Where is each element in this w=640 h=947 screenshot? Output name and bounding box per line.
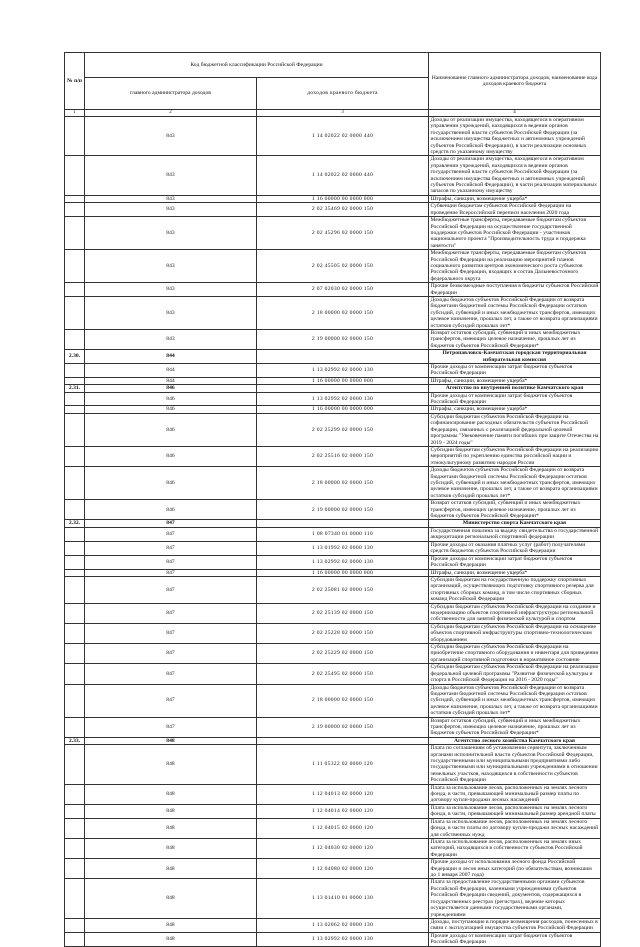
col-revenue-header: доходов краевого бюджета xyxy=(257,78,429,110)
revenue-code: 2 02 45505 02 0000 150 xyxy=(257,250,429,283)
revenue-code: 2 18 00000 02 0000 150 xyxy=(257,296,429,329)
admin-code: 848 xyxy=(85,859,257,879)
revenue-name: Прочие безвозмездные поступления в бюджеты субъектов Российской Федерации xyxy=(429,283,601,297)
row-number xyxy=(65,804,85,818)
revenue-name: Плата за использование лесов, расположенных на землях лесного фонда, в части, превышающей минимальный размер платы по договору купли-продажи лесных насаждений xyxy=(429,784,601,804)
row-number xyxy=(65,839,85,859)
revenue-code xyxy=(257,737,429,744)
table-row xyxy=(65,603,601,623)
admin-code: 844 xyxy=(85,364,257,378)
revenue-name: Плата за использование лесов, расположенных на землях лесного фонда, в части платы по договору купли-продажи лесных насаждений для собственных нужд xyxy=(429,818,601,838)
revenue-code: 1 16 00000 00 0000 000 xyxy=(257,377,429,384)
col-number-header: № п/п xyxy=(65,53,85,110)
table-row xyxy=(65,555,601,569)
admin-code: 843 xyxy=(85,195,257,202)
revenue-code: 1 12 04080 02 0000 120 xyxy=(257,859,429,879)
admin-code: 846 xyxy=(85,413,257,446)
revenue-code: 2 02 25081 02 0000 150 xyxy=(257,577,429,604)
col-number-index: 3 xyxy=(257,110,429,117)
table-row xyxy=(65,664,601,684)
revenue-table xyxy=(64,52,601,947)
revenue-name: Субсидии бюджетам на государственную поддержку спортивных организаций, осуществляющих подготовку спортивного резерва для спортивных сборных команд, в том числе спортивных сборных команд Российской Федерации xyxy=(429,577,601,604)
row-number xyxy=(65,932,85,946)
revenue-name: Штрафы, санкции, возмещение ущерба* xyxy=(429,377,601,384)
admin-code: 847 xyxy=(85,555,257,569)
revenue-name: Субсидии бюджетам субъектов Российской Федерации на оснащение объектов спортивной инфраструктуры спортивно-технологическим оборудованием xyxy=(429,623,601,643)
revenue-name: Прочие доходы от оказания платных услуг (работ) получателями средств бюджетов субъектов Российской Федерации xyxy=(429,541,601,555)
row-number xyxy=(65,203,85,217)
table-row xyxy=(65,377,601,384)
row-number xyxy=(65,577,85,604)
admin-code: 847 xyxy=(85,664,257,684)
revenue-code: 2 19 00000 02 0000 150 xyxy=(257,717,429,737)
row-number xyxy=(65,117,85,156)
row-number xyxy=(65,684,85,717)
revenue-code: 2 19 00000 02 0000 150 xyxy=(257,330,429,350)
admin-code: 847 xyxy=(85,577,257,604)
revenue-code: 1 13 02992 02 0000 130 xyxy=(257,392,429,406)
admin-code: 848 xyxy=(85,737,257,744)
admin-code: 843 xyxy=(85,217,257,250)
col-code-group-header: Код бюджетной классификации Российской Федерации xyxy=(85,53,429,78)
revenue-name: Доходы от реализации имущества, находящегося в оперативном управлении учреждений, находящихся в ведении органов государственной власти субъектов Российской Федерации (за исключением имущества бюджетных и автономных учреждений субъектов Российской Федерации), в части реализации материальных запасов по указанному имуществу xyxy=(429,156,601,195)
admin-code: 843 xyxy=(85,203,257,217)
revenue-code: 2 02 25495 02 0000 150 xyxy=(257,664,429,684)
table-row xyxy=(65,818,601,838)
row-number xyxy=(65,406,85,413)
table-row xyxy=(65,745,601,784)
table-row xyxy=(65,644,601,664)
admin-code: 847 xyxy=(85,541,257,555)
revenue-name: Прочие доходы от компенсации затрат бюджетов субъектов Российской Федерации xyxy=(429,392,601,406)
table-row xyxy=(65,839,601,859)
row-number xyxy=(65,195,85,202)
row-number xyxy=(65,818,85,838)
revenue-code: 1 12 04015 02 0000 120 xyxy=(257,818,429,838)
revenue-code: 2 02 25516 02 0000 150 xyxy=(257,446,429,466)
row-number: 2.32. xyxy=(65,520,85,527)
table-row xyxy=(65,364,601,378)
table-row xyxy=(65,406,601,413)
table-row xyxy=(65,217,601,250)
admin-code: 847 xyxy=(85,603,257,623)
row-number xyxy=(65,569,85,576)
revenue-code: 1 12 04013 02 0000 120 xyxy=(257,784,429,804)
revenue-name: Доходы бюджетов субъектов Российской Федерации от возврата бюджетами бюджетной системы Российской Федерации остатков субсидий, субвенций и иных межбюджетных трансфертов, имеющих целевое назначение, прошлых лет, а также от возврата организациями остатков субсидий прошлых лет* xyxy=(429,684,601,717)
admin-code: 847 xyxy=(85,520,257,527)
revenue-code xyxy=(257,385,429,392)
row-number xyxy=(65,879,85,918)
revenue-code: 1 13 01992 02 0000 130 xyxy=(257,541,429,555)
admin-code: 847 xyxy=(85,527,257,541)
row-number xyxy=(65,603,85,623)
admin-code: 847 xyxy=(85,644,257,664)
document-page xyxy=(64,52,601,947)
revenue-code: 2 02 25228 02 0000 150 xyxy=(257,623,429,643)
revenue-name: Доходы бюджетов субъектов Российской Федерации от возврата бюджетами бюджетной системы Российской Федерации остатков субсидий, субвенций и иных межбюджетных трансфертов, имеющих целевое назначение, прошлых лет, а также от возврата организациями остатков субсидий прошлых лет* xyxy=(429,467,601,500)
table-row xyxy=(65,500,601,520)
admin-code: 843 xyxy=(85,250,257,283)
row-number xyxy=(65,745,85,784)
revenue-name: Субсидии бюджетам субъектов Российской Федерации на создание и модернизацию объектов спортивной инфраструктуры региональной собственности для занятий физической культурой и спортом xyxy=(429,603,601,623)
row-number: 2.33. xyxy=(65,737,85,744)
revenue-name: Штрафы, санкции, возмещение ущерба* xyxy=(429,406,601,413)
revenue-name: Агентство по внутренней политике Камчатского края xyxy=(429,385,601,392)
row-number xyxy=(65,541,85,555)
revenue-code: 1 08 07340 01 0000 110 xyxy=(257,527,429,541)
revenue-name: Прочие доходы от компенсации затрат бюджетов субъектов Российской Федерации xyxy=(429,364,601,378)
revenue-name: Доходы, поступающие в порядке возмещения расходов, понесенных в связи с эксплуатацией имущества субъектов Российской Федерации xyxy=(429,918,601,932)
row-number xyxy=(65,377,85,384)
table-row xyxy=(65,541,601,555)
admin-code: 843 xyxy=(85,330,257,350)
table-row xyxy=(65,879,601,918)
row-number xyxy=(65,623,85,643)
admin-code: 848 xyxy=(85,839,257,859)
table-row xyxy=(65,804,601,818)
revenue-code: 1 16 00000 00 0000 000 xyxy=(257,195,429,202)
revenue-name: Государственная пошлина за выдачу свидетельства о государственной аккредитации региональной спортивной федерации xyxy=(429,527,601,541)
table-row xyxy=(65,296,601,329)
section-row xyxy=(65,350,601,364)
row-number xyxy=(65,217,85,250)
col-name-header: Наименование главного администратора доходов, наименование кода доходов краевого бюджета xyxy=(429,53,601,110)
revenue-code: 1 12 04030 02 0000 120 xyxy=(257,839,429,859)
col-number-index: 2 xyxy=(85,110,257,117)
admin-code: 846 xyxy=(85,500,257,520)
revenue-name: Петропавловск-Камчатская городская территориальная избирательная комиссия xyxy=(429,350,601,364)
revenue-name: Штрафы, санкции, возмещение ущерба* xyxy=(429,569,601,576)
revenue-code: 1 16 00000 00 0000 000 xyxy=(257,569,429,576)
admin-code: 846 xyxy=(85,406,257,413)
revenue-code: 1 13 02992 02 0000 130 xyxy=(257,364,429,378)
revenue-code: 1 13 01410 01 0000 130 xyxy=(257,879,429,918)
table-row xyxy=(65,527,601,541)
admin-code: 844 xyxy=(85,350,257,364)
revenue-code: 2 18 00000 02 0000 150 xyxy=(257,467,429,500)
revenue-name: Возврат остатков субсидий, субвенций и иных межбюджетных трансфертов, имеющих целевое назначение, прошлых лет из бюджетов субъектов Российской Федерации* xyxy=(429,717,601,737)
revenue-name: Прочие доходы от использования лесного фонда Российской Федерации и лесов иных категорий (по обязательствам, возникшим до 1 января 2007 года) xyxy=(429,859,601,879)
table-row xyxy=(65,859,601,879)
revenue-code: 1 13 02992 02 0000 130 xyxy=(257,932,429,946)
revenue-code: 2 02 25229 02 0000 150 xyxy=(257,644,429,664)
revenue-name: Плата за использование лесов, расположенных на землях иных категорий, находящихся в собственности субъектов Российской Федерации xyxy=(429,839,601,859)
row-number: 2.30. xyxy=(65,350,85,364)
admin-code: 846 xyxy=(85,467,257,500)
table-row xyxy=(65,195,601,202)
admin-code: 848 xyxy=(85,784,257,804)
revenue-name: Межбюджетные трансферты, передаваемые бюджетам субъектов Российской Федерации на осуществление государственной поддержки субъектов Российской Федерации - участников национального проекта "Производительность труда и поддержка занятости" xyxy=(429,217,601,250)
revenue-name: Плата за предоставление государственными органами субъектов Российской Федерации, казенными учреждениями субъектов Российской Федерации сведений, документов, содержащихся в государственных реестрах (регистрах), ведение которых осуществляется данными государственными органами, учреждениями xyxy=(429,879,601,918)
table-row xyxy=(65,569,601,576)
table-row xyxy=(65,330,601,350)
col-number-index: 1 xyxy=(65,110,85,117)
row-number xyxy=(65,413,85,446)
table-row xyxy=(65,392,601,406)
row-number xyxy=(65,446,85,466)
revenue-code: 1 14 02022 02 0000 440 xyxy=(257,117,429,156)
row-number xyxy=(65,330,85,350)
section-row xyxy=(65,520,601,527)
revenue-name: Плата за использование лесов, расположенных на землях лесного фонда, в части, превышающей минимальный размер арендной платы xyxy=(429,804,601,818)
admin-code: 847 xyxy=(85,623,257,643)
row-number xyxy=(65,644,85,664)
table-row xyxy=(65,784,601,804)
admin-code: 847 xyxy=(85,569,257,576)
admin-code: 843 xyxy=(85,117,257,156)
row-number xyxy=(65,392,85,406)
row-number xyxy=(65,859,85,879)
table-row xyxy=(65,413,601,446)
admin-code: 848 xyxy=(85,918,257,932)
table-row xyxy=(65,467,601,500)
admin-code: 847 xyxy=(85,717,257,737)
col-number-index: 4 xyxy=(429,110,601,117)
admin-code: 846 xyxy=(85,385,257,392)
revenue-code xyxy=(257,350,429,364)
row-number xyxy=(65,156,85,195)
admin-code: 848 xyxy=(85,818,257,838)
revenue-code: 1 13 02062 02 0000 130 xyxy=(257,918,429,932)
row-number xyxy=(65,664,85,684)
section-row xyxy=(65,737,601,744)
revenue-code: 1 14 02022 02 0000 440 xyxy=(257,156,429,195)
table-row xyxy=(65,623,601,643)
revenue-name: Возврат остатков субсидий, субвенций и иных межбюджетных трансфертов, имеющих целевое назначение, прошлых лет из бюджетов субъектов Российской Федерации* xyxy=(429,500,601,520)
revenue-code: 2 19 00000 02 0000 150 xyxy=(257,500,429,520)
revenue-code xyxy=(257,520,429,527)
table-row xyxy=(65,250,601,283)
table-row xyxy=(65,117,601,156)
table-row xyxy=(65,156,601,195)
revenue-name: Межбюджетные трансферты, передаваемые бюджетам субъектов Российской Федерации на реализацию мероприятий планов социального развития центров экономического роста субъектов Российской Федерации, входящих в состав Дальневосточного федерального округа xyxy=(429,250,601,283)
row-number xyxy=(65,555,85,569)
revenue-name: Субсидии бюджетам субъектов Российской Федерации на приобретение спортивного оборудования и инвентаря для приведения организаций спортивной подготовки в нормативное состояние xyxy=(429,644,601,664)
revenue-name: Субвенции бюджетам субъектов Российской Федерации на проведение Всероссийской переписи населения 2020 года xyxy=(429,203,601,217)
revenue-code: 2 02 45296 02 0000 150 xyxy=(257,217,429,250)
revenue-name: Прочие доходы от компенсации затрат бюджетов субъектов Российской Федерации xyxy=(429,555,601,569)
revenue-name: Доходы от реализации имущества, находящегося в оперативном управлении учреждений, находящихся в ведении органов государственной власти субъектов Российской Федерации (за исключением имущества бюджетных и автономных учреждений субъектов Российской Федерации), в части реализации основных средств по указанному имуществу xyxy=(429,117,601,156)
table-row xyxy=(65,283,601,297)
admin-code: 846 xyxy=(85,446,257,466)
admin-code: 848 xyxy=(85,879,257,918)
revenue-name: Субсидии бюджетам субъектов Российской Федерации на софинансирование расходных обязательств субъектов Российской Федерации, связанных с реализацией федеральной целевой программы "Увековечение памяти погибших при защите Отечества на 2019 - 2024 годы" xyxy=(429,413,601,446)
table-row xyxy=(65,577,601,604)
row-number xyxy=(65,296,85,329)
table-row xyxy=(65,203,601,217)
admin-code: 847 xyxy=(85,684,257,717)
revenue-name: Доходы бюджетов субъектов Российской Федерации от возврата бюджетами бюджетной системы Российской Федерации остатков субсидий, субвенций и иных межбюджетных трансфертов, имеющих целевое назначение, прошлых лет, а также от возврата организациями остатков субсидий прошлых лет* xyxy=(429,296,601,329)
row-number xyxy=(65,364,85,378)
revenue-name: Субсидии бюджетам субъектов Российской Федерации на реализацию федеральной целевой программы "Развитие физической культуры и спорта в Российской Федерации на 2016 - 2020 годы" xyxy=(429,664,601,684)
row-number xyxy=(65,918,85,932)
revenue-code: 2 02 25299 02 0000 150 xyxy=(257,413,429,446)
section-row xyxy=(65,385,601,392)
table-row xyxy=(65,684,601,717)
table-row xyxy=(65,446,601,466)
admin-code: 846 xyxy=(85,392,257,406)
revenue-code: 1 13 02992 02 0000 130 xyxy=(257,555,429,569)
admin-code: 843 xyxy=(85,296,257,329)
row-number: 2.31. xyxy=(65,385,85,392)
table-row xyxy=(65,717,601,737)
revenue-code: 1 16 00000 00 0000 000 xyxy=(257,406,429,413)
row-number xyxy=(65,527,85,541)
table-row xyxy=(65,918,601,932)
admin-code: 843 xyxy=(85,156,257,195)
revenue-code: 1 12 04014 02 0000 120 xyxy=(257,804,429,818)
admin-code: 848 xyxy=(85,804,257,818)
col-admin-header: главного администратора доходов xyxy=(85,78,257,110)
row-number xyxy=(65,250,85,283)
admin-code: 844 xyxy=(85,377,257,384)
revenue-name: Штрафы, санкции, возмещение ущерба* xyxy=(429,195,601,202)
admin-code: 848 xyxy=(85,745,257,784)
revenue-name: Прочие доходы от компенсации затрат бюджетов субъектов Российской Федерации xyxy=(429,932,601,946)
row-number xyxy=(65,717,85,737)
revenue-name: Возврат остатков субсидий, субвенций и иных межбюджетных трансфертов, имеющих целевое назначение, прошлых лет из бюджетов субъектов Российской Федерации* xyxy=(429,330,601,350)
revenue-name: Субсидии бюджетам субъектов Российской Федерации на реализацию мероприятий по укреплению единства российской нации и этнокультурному развитию народов России xyxy=(429,446,601,466)
revenue-code: 1 11 05322 02 0000 120 xyxy=(257,745,429,784)
revenue-code: 2 02 35469 02 0000 150 xyxy=(257,203,429,217)
table-row xyxy=(65,932,601,946)
revenue-name: Агентство лесного хозяйства Камчатского края xyxy=(429,737,601,744)
revenue-code: 2 18 00000 02 0000 150 xyxy=(257,684,429,717)
row-number xyxy=(65,500,85,520)
row-number xyxy=(65,283,85,297)
admin-code: 848 xyxy=(85,932,257,946)
revenue-code: 2 02 25139 02 0000 150 xyxy=(257,603,429,623)
revenue-name: Плата по соглашениям об установлении сервитута, заключенным органами исполнительной власти субъектов Российской Федерации, государственными или муниципальными предприятиями либо государственными или муниципальными учреждениями в отношении земельных участков, находящихся в собственности субъектов Российской Федерации xyxy=(429,745,601,784)
row-number xyxy=(65,784,85,804)
revenue-code: 2 07 02030 02 0000 150 xyxy=(257,283,429,297)
revenue-name: Министерство спорта Камчатского края xyxy=(429,520,601,527)
admin-code: 843 xyxy=(85,283,257,297)
row-number xyxy=(65,467,85,500)
